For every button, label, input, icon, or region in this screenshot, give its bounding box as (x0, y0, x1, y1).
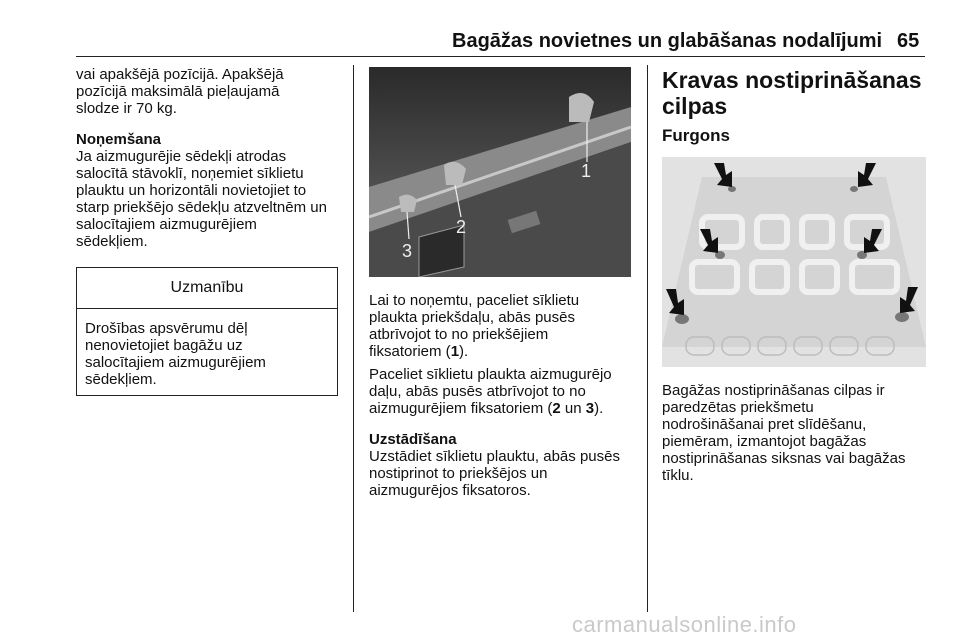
figure-label: 1 (581, 161, 592, 181)
section-heading (662, 67, 922, 119)
warning-title: Uzmanību (77, 268, 337, 309)
paragraph-line: daļu, abās pusēs atbrīvojot to no (369, 383, 586, 400)
install-heading: Uzstādīšana (369, 431, 457, 448)
column-divider-right (647, 65, 648, 612)
heading-line: Kravas nostiprināšanas (662, 67, 922, 93)
removal-heading: Noņemšana (76, 131, 162, 148)
intro-line: pozīcijā maksimālā pieļaujamā (76, 83, 280, 100)
paragraph-line: Uzstādiet sīklietu plauktu, abās pusēs (369, 448, 620, 465)
paragraph-line: plaukta priekšdaļu, abās pusēs (369, 309, 575, 326)
text-fragment: ). (594, 400, 604, 417)
warning-line: sēdekļiem. (85, 371, 157, 388)
warning-line: salocītajiem aizmugurējiem (85, 354, 266, 371)
text-fragment: aizmugurējiem fiksatoriem ( (369, 400, 553, 417)
removal-line: sēdekļiem. (76, 233, 148, 250)
paragraph-line: Bagāžas nostiprināšanas cilpas ir (662, 382, 885, 399)
reference-number: 2 (552, 400, 561, 417)
paragraph-line (369, 343, 641, 360)
figure-label: 3 (402, 241, 413, 261)
paragraph-line: nostiprinot to priekšējos un (369, 465, 548, 482)
watermark: carmanualsonline.info (572, 612, 797, 637)
warning-line: nenovietojiet bagāžu uz (85, 337, 243, 354)
lashing-eyes-photo (662, 157, 926, 367)
figure-label: 2 (456, 217, 467, 237)
text-fragment: ). (459, 343, 469, 360)
heading-line: cilpas (662, 93, 728, 119)
text-fragment: fiksatoriem ( (369, 343, 451, 360)
paragraph-line: Lai to noņemtu, paceliet sīklietu (369, 292, 580, 309)
header-rule (76, 56, 925, 57)
intro-line: slodze ir 70 kg. (76, 100, 177, 117)
left-column (76, 66, 344, 250)
paragraph-line: piemēram, izmantojot bagāžas (662, 433, 867, 450)
removal-line: plauktu un horizontāli novietojiet to (76, 182, 307, 199)
paragraph-line: Paceliet sīklietu plaukta aizmugurējo (369, 366, 612, 383)
parcel-shelf-photo (369, 67, 631, 277)
page-number: 65 (897, 30, 920, 52)
paragraph-line: paredzētas priekšmetu (662, 399, 814, 416)
warning-box (76, 267, 338, 396)
reference-number: 1 (450, 343, 460, 360)
removal-line: salocītajiem aizmugurējiem (76, 216, 257, 233)
parcel-shelf-illustration (369, 67, 631, 277)
paragraph-line: tīklu. (662, 467, 694, 484)
paragraph-line (369, 400, 641, 417)
intro-line: vai apakšējā pozīcijā. Apakšējā (76, 66, 284, 83)
column-divider-left (353, 65, 354, 612)
warning-body (77, 309, 337, 388)
removal-line: starp priekšējo sēdekļu atzveltnēm un (76, 199, 327, 216)
paragraph-line: aizmugurējos fiksatoros. (369, 482, 531, 499)
middle-column (369, 292, 641, 499)
header-title: Bagāžas novietnes un glabāšanas nodalījumi (452, 30, 883, 52)
removal-line: Ja aizmugurējie sēdekļi atrodas (76, 148, 287, 165)
right-column-text (662, 382, 932, 484)
subsection-heading: Furgons (662, 126, 730, 145)
warning-line: Drošības apsvērumu dēļ (85, 320, 248, 337)
text-fragment: un (560, 400, 586, 417)
cargo-floor-illustration (662, 157, 926, 367)
paragraph-line: nostiprināšanas siksnas vai bagāžas (662, 450, 906, 467)
reference-number: 3 (585, 400, 595, 417)
paragraph-line: atbrīvojot to no priekšējiem (369, 326, 549, 343)
removal-line: salocītā stāvoklī, noņemiet sīklietu (76, 165, 304, 182)
paragraph-line: nodrošināšanai pret slīdēšanu, (662, 416, 867, 433)
